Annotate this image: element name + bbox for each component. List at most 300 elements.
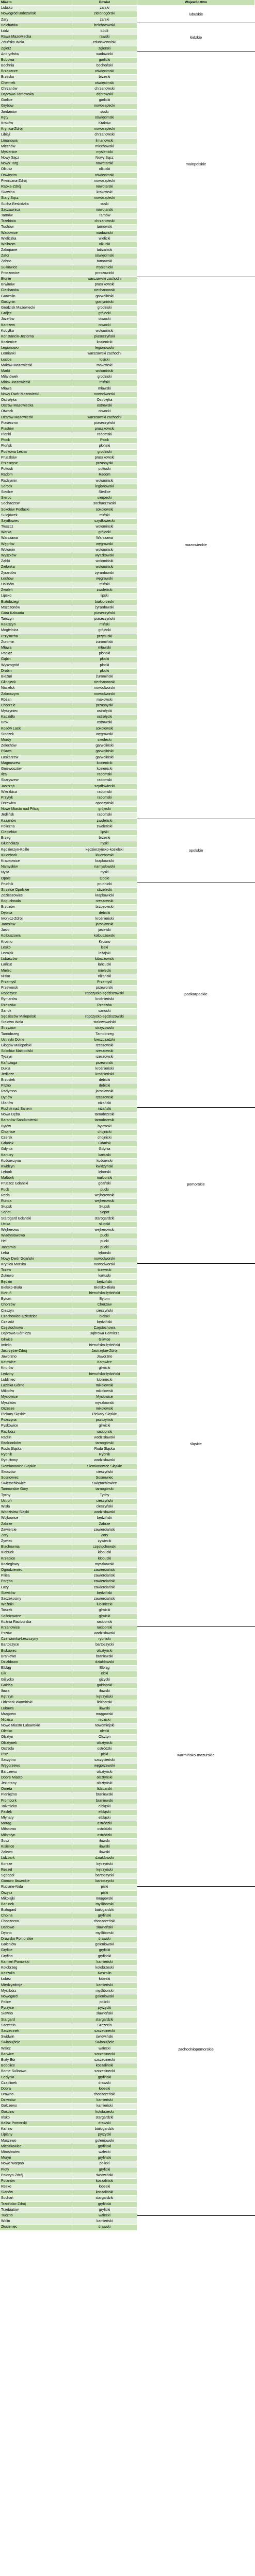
voivodeship-cell: [137, 1147, 255, 1153]
city-cell: Blachownia: [0, 1545, 72, 1550]
table-row: [0, 398, 255, 403]
county-cell: ostródzki: [72, 1747, 137, 1752]
county-cell: nowosądecki: [72, 179, 137, 184]
voivodeship-cell: [137, 513, 255, 519]
county-cell: gryfiński: [72, 2075, 137, 2081]
voivodeship-cell: [137, 738, 255, 743]
voivodeship-cell: [137, 1568, 255, 1573]
city-cell: Bielsko-Biała: [0, 1285, 72, 1291]
voivodeship-cell: [137, 1354, 255, 1360]
voivodeship-cell: [137, 334, 255, 340]
county-cell: lipski: [72, 830, 137, 836]
county-cell: nowotarski: [72, 161, 137, 167]
city-cell: Piaseczno: [0, 421, 72, 427]
city-cell: Zduńska Wola: [0, 40, 72, 46]
table-row: [0, 703, 255, 709]
voivodeship-cell: [137, 1112, 255, 1118]
table-row: [0, 329, 255, 334]
county-cell: wołomiński: [72, 548, 137, 553]
city-cell: Cieszyn: [0, 1309, 72, 1314]
table-row: [0, 605, 255, 611]
table-row: [0, 1389, 255, 1395]
county-cell: stargardzki: [72, 2196, 137, 2201]
table-row: [0, 2069, 255, 2075]
table-row: [0, 1983, 255, 1989]
voivodeship-cell: [137, 472, 255, 478]
county-cell: myśliborski: [72, 1902, 137, 1908]
table-row: [0, 167, 255, 173]
table-row: [0, 1349, 255, 1354]
county-cell: kozienicki: [72, 340, 137, 346]
table-row: [0, 1343, 255, 1349]
voivodeship-cell: [137, 720, 255, 726]
voivodeship-cell: [137, 605, 255, 611]
table-row: [0, 830, 255, 836]
county-cell: garwoliński: [72, 294, 137, 300]
county-cell: bocheński: [72, 63, 137, 69]
voivodeship-cell: [137, 1965, 255, 1971]
county-cell: sławieński: [72, 2011, 137, 2017]
voivodeship-cell: [137, 1055, 255, 1060]
city-cell: Grodzisk Mazowiecki: [0, 306, 72, 311]
city-cell: Żywiec: [0, 1539, 72, 1545]
city-cell: Sułkowice: [0, 265, 72, 271]
table-row: [0, 969, 255, 974]
table-row: [0, 265, 255, 271]
voivodeship-cell: [137, 63, 255, 69]
city-cell: Czersk: [0, 1136, 72, 1141]
table-row: [0, 1199, 255, 1205]
voivodeship-cell: [137, 1799, 255, 1804]
city-cell: Wolbrom: [0, 242, 72, 248]
voivodeship-cell: [137, 634, 255, 640]
city-cell: Barczewo: [0, 1770, 72, 1775]
city-cell: Kosów Lacki: [0, 726, 72, 732]
county-cell: goleniowski: [72, 1942, 137, 1948]
voivodeship-cell: [137, 969, 255, 974]
table-row: [0, 1193, 255, 1199]
county-cell: limanowski: [72, 139, 137, 144]
table-row: [0, 277, 255, 282]
county-cell: świdwiński: [72, 2035, 137, 2040]
county-cell: płocki: [72, 663, 137, 669]
voivodeship-label: mazowieckie: [137, 542, 255, 548]
table-row: [0, 1112, 255, 1118]
county-cell: makowski: [72, 363, 137, 369]
county-cell: cieszyński: [72, 1309, 137, 1314]
county-cell: piski: [72, 1752, 137, 1758]
city-cell: Baranów Sandomierski: [0, 1118, 72, 1124]
county-cell: sanocki: [72, 1009, 137, 1014]
voivodeship-cell: [137, 917, 255, 922]
city-cell: Zalewo: [0, 1850, 72, 1856]
city-cell: Maków Mazowiecki: [0, 363, 72, 369]
voivodeship-cell: [137, 1003, 255, 1009]
county-cell: bartoszycki: [72, 1873, 137, 1879]
table-row: [0, 2063, 255, 2069]
table-row: [0, 1049, 255, 1055]
table-row: [0, 1942, 255, 1948]
table-row: [0, 259, 255, 265]
city-cell: Zawiercie: [0, 1528, 72, 1533]
voivodeship-cell: [137, 657, 255, 663]
county-cell: radomski: [72, 778, 137, 784]
table-row: [0, 2029, 255, 2035]
table-row: [0, 761, 255, 767]
table-row: [0, 29, 255, 35]
city-cell: Nowy Sącz: [0, 156, 72, 161]
county-cell: policki: [72, 2161, 137, 2167]
city-cell: Iwonicz-Zdrój: [0, 917, 72, 922]
table-row: [0, 438, 255, 444]
voivodeship-cell: [137, 2196, 255, 2201]
city-cell: Wolin: [0, 2219, 72, 2225]
county-cell: wołomiński: [72, 565, 137, 570]
county-cell: zawierciański: [72, 1585, 137, 1591]
table-row: [0, 104, 255, 109]
city-cell: Choszczno: [0, 1919, 72, 1925]
county-cell: nowosądecki: [72, 196, 137, 201]
city-cell: Głuchołazy: [0, 841, 72, 847]
city-cell: Bytów: [0, 1124, 72, 1130]
county-cell: szczecinecki: [72, 2052, 137, 2058]
county-cell: kartuski: [72, 1153, 137, 1159]
city-cell: Szydłowiec: [0, 519, 72, 524]
voivodeship-cell: [137, 351, 255, 357]
city-cell: Ełk: [0, 1671, 72, 1677]
county-cell: Sopot: [72, 1210, 137, 1216]
county-cell: wołomiński: [72, 329, 137, 334]
city-cell: Ustroń: [0, 1499, 72, 1504]
table-row: [0, 749, 255, 755]
county-cell: tarnowski: [72, 259, 137, 265]
table-header: [0, 0, 255, 6]
county-cell: żuromiński: [72, 640, 137, 646]
county-cell: przysuski: [72, 634, 137, 640]
voivodeship-cell: [137, 1862, 255, 1868]
city-cell: Gniewoszów: [0, 767, 72, 772]
county-cell: raciborski: [72, 1625, 137, 1631]
voivodeship-cell: [137, 40, 255, 46]
county-cell: wejherowski: [72, 1199, 137, 1205]
voivodeship-label: małopolskie: [137, 161, 255, 167]
city-cell: Góra Kalwaria: [0, 611, 72, 617]
voivodeship-cell: [137, 1481, 255, 1487]
table-row: [0, 1764, 255, 1769]
table-row: [0, 2035, 255, 2040]
county-cell: Warszawa: [72, 536, 137, 541]
table-row: [0, 1770, 255, 1775]
city-cell: Białobrzegi: [0, 600, 72, 605]
table-row: [0, 75, 255, 80]
city-cell: Maszewo: [0, 2139, 72, 2144]
table-row: [0, 1729, 255, 1735]
city-cell: Myszków: [0, 1401, 72, 1406]
table-row: [0, 1285, 255, 1291]
county-cell: olsztyński: [72, 1741, 137, 1747]
city-cell: Karczew: [0, 323, 72, 329]
voivodeship-cell: [137, 1245, 255, 1251]
voivodeship-cell: [137, 110, 255, 115]
table-row: [0, 743, 255, 749]
city-cell: Stoczek: [0, 732, 72, 738]
county-cell: lubaczowski: [72, 957, 137, 962]
city-cell: Lesko: [0, 945, 72, 951]
city-cell: Libiąż: [0, 132, 72, 138]
county-cell: kołobrzeski: [72, 1965, 137, 1971]
table-row: [0, 1660, 255, 1666]
city-cell: Bieżuń: [0, 674, 72, 680]
voivodeship-cell: [137, 1856, 255, 1861]
table-row: [0, 669, 255, 674]
city-cell: Stargard: [0, 2018, 72, 2023]
county-cell: miński: [72, 380, 137, 386]
voivodeship-cell: [137, 1804, 255, 1810]
table-row: [0, 472, 255, 478]
table-row: [0, 282, 255, 288]
table-row: [0, 1130, 255, 1136]
county-cell: zawierciański: [72, 1597, 137, 1602]
city-cell: Halinów: [0, 582, 72, 588]
table-row: [0, 1735, 255, 1740]
county-cell: sławieński: [72, 1925, 137, 1931]
county-cell: nowotarski: [72, 184, 137, 190]
county-cell: choszczeński: [72, 2092, 137, 2098]
county-cell: wodzisławski: [72, 1435, 137, 1441]
table-row: [0, 2132, 255, 2138]
city-cell: Kartuzy: [0, 1153, 72, 1159]
county-cell: żuromiński: [72, 674, 137, 680]
county-cell: piaseczyński: [72, 617, 137, 622]
county-cell: olsztyński: [72, 1649, 137, 1654]
county-cell: rawski: [72, 35, 137, 40]
voivodeship-cell: [137, 772, 255, 778]
county-cell: działdowski: [72, 1856, 137, 1861]
table-row: [0, 1487, 255, 1493]
county-cell: gryficki: [72, 2208, 137, 2213]
voivodeship-cell: [137, 1792, 255, 1798]
city-cell: Skawina: [0, 190, 72, 196]
voivodeship-cell: [137, 1718, 255, 1723]
county-cell: tarnogórski: [72, 1441, 137, 1447]
city-cell: Olsztyn: [0, 1735, 72, 1740]
voivodeship-cell: [137, 311, 255, 317]
city-cell: Rabka-Zdrój: [0, 184, 72, 190]
city-cell: Łaziska Górne: [0, 1383, 72, 1389]
county-cell: oświęcimski: [72, 69, 137, 75]
city-cell: Kalisz Pomorski: [0, 2121, 72, 2127]
table-row: [0, 755, 255, 761]
voivodeship-cell: [137, 1360, 255, 1366]
table-row: [0, 196, 255, 201]
voivodeship-cell: [137, 1366, 255, 1371]
city-cell: Słupsk: [0, 1205, 72, 1210]
voivodeship-cell: [137, 1164, 255, 1170]
city-cell: Namysłów: [0, 865, 72, 870]
city-cell: Łomianki: [0, 351, 72, 357]
table-row: [0, 1902, 255, 1908]
table-row: [0, 1188, 255, 1193]
county-cell: braniewski: [72, 1654, 137, 1660]
table-row: [0, 634, 255, 640]
voivodeship-cell: [137, 1372, 255, 1378]
table-row: [0, 1251, 255, 1257]
county-cell: koszaliński: [72, 2190, 137, 2196]
table-row: [0, 1176, 255, 1181]
voivodeship-cell: [137, 2132, 255, 2138]
voivodeship-cell: [137, 1418, 255, 1423]
voivodeship-cell: [137, 294, 255, 300]
table-row: [0, 1499, 255, 1504]
county-cell: Gdynia: [72, 1147, 137, 1153]
table-row: [0, 121, 255, 127]
city-cell: Gdańsk: [0, 1141, 72, 1147]
county-cell: grójecki: [72, 628, 137, 634]
table-row: [0, 1452, 255, 1458]
table-row: [0, 1401, 255, 1406]
voivodeship-cell: [137, 1868, 255, 1873]
county-cell: pruszkowski: [72, 427, 137, 432]
table-row: [0, 1804, 255, 1810]
city-cell: Łosice: [0, 358, 72, 363]
voivodeship-cell: [137, 501, 255, 507]
city-cell: Międzyzdroje: [0, 1983, 72, 1989]
county-cell: legionowski: [72, 484, 137, 490]
table-row: [0, 2167, 255, 2173]
voivodeship-cell: [137, 1291, 255, 1297]
voivodeship-cell: [137, 461, 255, 467]
city-cell: Stalowa Wola: [0, 1020, 72, 1026]
voivodeship-cell: [137, 940, 255, 945]
table-row: [0, 1989, 255, 1994]
table-row: [0, 2161, 255, 2167]
city-cell: Policzna: [0, 824, 72, 830]
voivodeship-cell: [137, 726, 255, 732]
county-cell: mikołowski: [72, 1406, 137, 1412]
county-cell: koszaliński: [72, 2179, 137, 2184]
table-row: [0, 1430, 255, 1435]
county-cell: drawski: [72, 1937, 137, 1942]
table-row: [0, 52, 255, 58]
city-cell: Tarnowskie Góry: [0, 1487, 72, 1493]
table-row: [0, 496, 255, 501]
voivodeship-cell: [137, 455, 255, 461]
table-row: [0, 807, 255, 812]
city-cell: Barwice: [0, 2052, 72, 2058]
voivodeship-cell: [137, 1066, 255, 1072]
table-row: [0, 2081, 255, 2087]
city-cell: Jastrząb: [0, 784, 72, 790]
voivodeship-cell: [137, 957, 255, 962]
table-row: [0, 1689, 255, 1694]
city-cell: Milanówek: [0, 375, 72, 380]
county-cell: zwoleński: [72, 824, 137, 830]
county-cell: leżajski: [72, 951, 137, 957]
table-row: [0, 2052, 255, 2058]
county-cell: malborski: [72, 1176, 137, 1181]
voivodeship-cell: [137, 2081, 255, 2087]
voivodeship-cell: [137, 767, 255, 772]
voivodeship-cell: [137, 628, 255, 634]
city-cell: Golczewo: [0, 2104, 72, 2109]
city-cell: Sucha Beskidzka: [0, 202, 72, 208]
table-row: [0, 156, 255, 161]
voivodeship-cell: [137, 2058, 255, 2063]
voivodeship-label: pomorskie: [137, 1181, 255, 1187]
county-cell: warszawski zachodni: [72, 277, 137, 282]
table-row: [0, 306, 255, 311]
table-row: [0, 812, 255, 818]
city-cell: Grybów: [0, 104, 72, 109]
city-cell: Pruszcz Gdański: [0, 1181, 72, 1187]
voivodeship-cell: [137, 1747, 255, 1752]
voivodeship-cell: [137, 507, 255, 513]
voivodeship-cell: [137, 98, 255, 104]
table-row: [0, 1476, 255, 1481]
city-cell: Lidzbark Warmiński: [0, 1700, 72, 1706]
county-cell: bartoszycki: [72, 1879, 137, 1885]
voivodeship-cell: [137, 179, 255, 184]
county-cell: Gliwice: [72, 1337, 137, 1343]
voivodeship-cell: [137, 1642, 255, 1648]
voivodeship-label: zachodniopomorskie: [137, 2046, 255, 2052]
table-row: [0, 1833, 255, 1839]
city-cell: Lubaczów: [0, 957, 72, 962]
city-cell: Koziegłowy: [0, 1562, 72, 1568]
city-cell: Kozienice: [0, 340, 72, 346]
table-row: [0, 790, 255, 795]
table-row: [0, 334, 255, 340]
county-cell: ostródzki: [72, 1827, 137, 1833]
county-cell: pruszkowski: [72, 455, 137, 461]
city-cell: Legionowo: [0, 346, 72, 351]
city-cell: Susz: [0, 1839, 72, 1844]
table-row: [0, 340, 255, 346]
table-row: [0, 1723, 255, 1729]
city-cell: Marki: [0, 369, 72, 375]
table-row: [0, 507, 255, 513]
city-cell: Nowy Dwór Gdański: [0, 1257, 72, 1262]
city-cell: Boguchwała: [0, 899, 72, 905]
city-cell: Brwinów: [0, 282, 72, 288]
county-cell: zawierciański: [72, 1579, 137, 1585]
city-cell: Skaryszew: [0, 778, 72, 784]
voivodeship-cell: [137, 692, 255, 698]
county-cell: łobeski: [72, 1977, 137, 1982]
city-cell: Hel: [0, 1239, 72, 1245]
voivodeship-cell: [137, 1251, 255, 1257]
city-cell: Gdynia: [0, 1147, 72, 1153]
table-row: [0, 698, 255, 703]
county-cell: chrzanowski: [72, 87, 137, 92]
city-cell: Raciąż: [0, 651, 72, 657]
table-row: [0, 1758, 255, 1764]
city-cell: Knurów: [0, 1366, 72, 1371]
city-cell: Kuźnia Raciborska: [0, 1620, 72, 1625]
voivodeship-cell: [137, 2092, 255, 2098]
county-cell: nowosądecki: [72, 104, 137, 109]
city-cell: Chojnice: [0, 1130, 72, 1136]
county-cell: Częstochowa: [72, 1326, 137, 1331]
table-row: [0, 2225, 255, 2230]
city-cell: Działdowo: [0, 1660, 72, 1666]
table-row: [0, 139, 255, 144]
county-cell: grójecki: [72, 311, 137, 317]
group-divider: [137, 2215, 255, 2216]
city-cell: Limanowa: [0, 139, 72, 144]
table-row: [0, 962, 255, 968]
table-row: [0, 1228, 255, 1233]
